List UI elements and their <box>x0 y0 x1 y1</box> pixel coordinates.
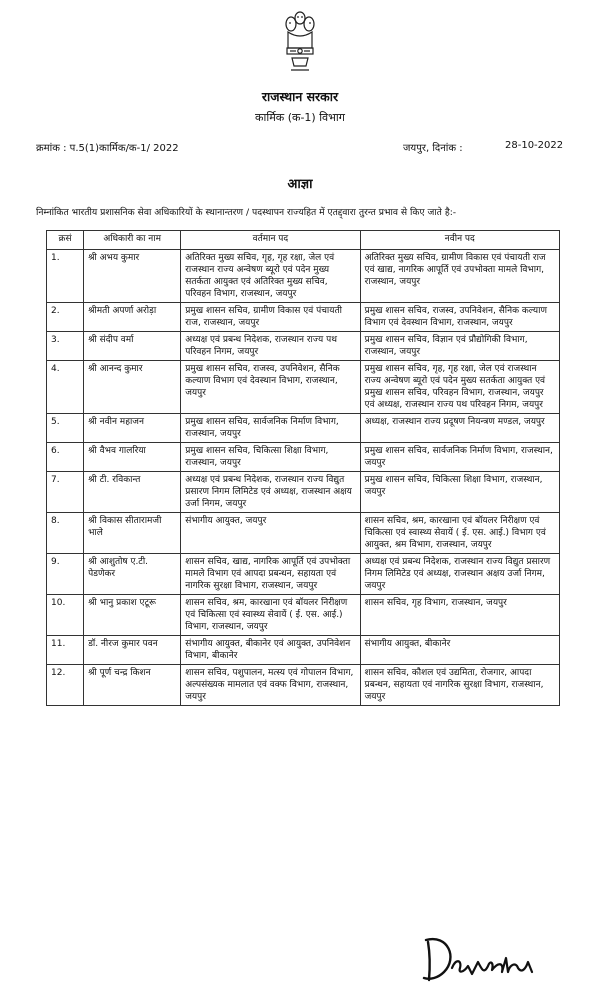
current-post-cell: अतिरिक्त मुख्य सचिव, गृह, गृह रक्षा, जेल एवं राजस्थान राज्य अन्वेषण ब्यूरो एवं पदेन मुख्य सतर्कता आयुक्त एवं अतिरिक्त मुख्य सचिव, परिवहन विभाग, राजस्थान, जयपुर <box>181 250 360 303</box>
order-heading: आज्ञा <box>287 177 313 192</box>
serial-number-cell: 11. <box>47 636 84 665</box>
officer-name-cell: श्री आशुतोष ए.टी. पेडणेकर <box>84 554 181 595</box>
serial-number-cell: 10. <box>47 595 84 636</box>
current-post-cell: अध्यक्ष एवं प्रबन्ध निदेशक, राजस्थान राज्य पथ परिवहन निगम, जयपुर <box>181 332 360 361</box>
officer-name-cell: श्री नवीन महाजन <box>84 414 181 443</box>
current-post-cell: संभागीय आयुक्त, जयपुर <box>181 513 360 554</box>
serial-number-cell: 12. <box>47 665 84 706</box>
new-post-cell: अतिरिक्त मुख्य सचिव, ग्रामीण विकास एवं पंचायती राज एवं खाद्य, नागरिक आपूर्ति एवं उपभोक्ता मामले विभाग, राजस्थान, जयपुर <box>360 250 559 303</box>
table-row <box>47 414 560 443</box>
table-row <box>47 443 560 472</box>
serial-number-cell: 2. <box>47 303 84 332</box>
serial-number-cell: 6. <box>47 443 84 472</box>
new-post-cell: प्रमुख शासन सचिव, गृह, गृह रक्षा, जेल एवं राजस्थान राज्य अन्वेषण ब्यूरो एवं पदेन मुख्य सतर्कता आयुक्त एवं प्रमुख शासन सचिव, परिवहन विभाग, राजस्थान, जयपुर एवं अध्यक्ष, राजस्थान राज्य पथ परिवहन निगम, जयपुर <box>360 361 559 414</box>
serial-number-cell: 5. <box>47 414 84 443</box>
officer-name-cell: श्री पूर्ण चन्द्र किशन <box>84 665 181 706</box>
new-post-cell: प्रमुख शासन सचिव, राजस्व, उपनिवेशन, सैनिक कल्याण विभाग एवं देवस्थान विभाग, राजस्थान, जयपुर <box>360 303 559 332</box>
current-post-cell: प्रमुख शासन सचिव, चिकित्सा शिक्षा विभाग, राजस्थान, जयपुर <box>181 443 360 472</box>
order-intro: निम्नांकित भारतीय प्रशासनिक सेवा अधिकारियों के स्थानान्तरण / पदस्थापन राज्यहित में एतद्द्वारा तुरन्त प्रभाव से किए जाते है:- <box>36 207 457 218</box>
header-officer-name: अधिकारी का नाम <box>84 231 181 250</box>
officer-name-cell: डॉ. नीरज कुमार पवन <box>84 636 181 665</box>
new-post-cell: अध्यक्ष एवं प्रबन्ध निदेशक, राजस्थान राज्य विद्युत प्रसारण निगम लिमिटेड एवं अध्यक्ष, राजस्थान अक्षय उर्जा निगम, जयपुर <box>360 554 559 595</box>
table-header-row <box>47 231 560 250</box>
table-row <box>47 250 560 303</box>
current-post-cell: संभागीय आयुक्त, बीकानेर एवं आयुक्त, उपनिवेशन विभाग, बीकानेर <box>181 636 360 665</box>
officer-name-cell: श्री आनन्द कुमार <box>84 361 181 414</box>
current-post-cell: प्रमुख शासन सचिव, राजस्व, उपनिवेशन, सैनिक कल्याण विभाग एवं देवस्थान विभाग, राजस्थान, जयपुर <box>181 361 360 414</box>
new-post-cell: प्रमुख शासन सचिव, चिकित्सा शिक्षा विभाग, राजस्थान, जयपुर <box>360 472 559 513</box>
current-post-cell: शासन सचिव, श्रम, कारखाना एवं बॉयलर निरीक्षण एवं चिकित्सा एवं स्वास्थ्य सेवायें ( ई. एस. आई.) विभाग, राजस्थान, जयपुर <box>181 595 360 636</box>
new-post-cell: प्रमुख शासन सचिव, सार्वजनिक निर्माण विभाग, राजस्थान, जयपुर <box>360 443 559 472</box>
order-date: 28-10-2022 <box>505 140 564 151</box>
serial-number-cell: 7. <box>47 472 84 513</box>
transfer-table <box>46 230 560 706</box>
current-post-cell: शासन सचिव, पशुपालन, मत्स्य एवं गोपालन विभाग, अल्पसंख्यक मामलात एवं वक्फ विभाग, राजस्थान, जयपुर <box>181 665 360 706</box>
place-date <box>403 140 564 154</box>
header-new-post: नवीन पद <box>360 231 559 250</box>
current-post-cell: अध्यक्ष एवं प्रबन्ध निदेशक, राजस्थान राज्य विद्युत प्रसारण निगम लिमिटेड एवं अध्यक्ष, राजस्थान अक्षय उर्जा निगम, जयपुर <box>181 472 360 513</box>
new-post-cell: संभागीय आयुक्त, बीकानेर <box>360 636 559 665</box>
header-current-post: वर्तमान पद <box>181 231 360 250</box>
officer-name-cell: श्री विकास सीतारामजी भाले <box>84 513 181 554</box>
government-name: राजस्थान सरकार <box>261 89 339 104</box>
order-number: क्रमांक : प.5(1)कार्मिक/क-1/ 2022 <box>36 143 179 154</box>
signature-image <box>418 928 558 986</box>
new-post-cell: शासन सचिव, कौशल एवं उद्यमिता, रोजगार, आपदा प्रबन्धन, सहायता एवं नागरिक सुरक्षा विभाग, राजस्थान, जयपुर <box>360 665 559 706</box>
current-post-cell: शासन सचिव, खाद्य, नागरिक आपूर्ति एवं उपभोक्ता मामले विभाग एवं आपदा प्रबन्धन, सहायता एवं नागरिक सुरक्षा विभाग, राजस्थान, जयपुर <box>181 554 360 595</box>
serial-number-cell: 3. <box>47 332 84 361</box>
officer-name-cell: श्रीमती अपर्णा अरोड़ा <box>84 303 181 332</box>
current-post-cell: प्रमुख शासन सचिव, ग्रामीण विकास एवं पंचायती राज, राजस्थान, जयपुर <box>181 303 360 332</box>
department-name: कार्मिक (क-1) विभाग <box>255 111 345 124</box>
state-emblem-icon <box>282 10 318 74</box>
table-row <box>47 636 560 665</box>
table-row <box>47 665 560 706</box>
table-body <box>47 250 560 706</box>
table-row <box>47 332 560 361</box>
table-row <box>47 361 560 414</box>
table-row <box>47 595 560 636</box>
serial-number-cell: 9. <box>47 554 84 595</box>
officer-name-cell: श्री वैभव गालरिया <box>84 443 181 472</box>
new-post-cell: शासन सचिव, श्रम, कारखाना एवं बॉयलर निरीक्षण एवं चिकित्सा एवं स्वास्थ्य सेवायें ( ई. एस. आई.) विभाग एवं आयुक्त, श्रम विभाग, राजस्थान, जयपुर <box>360 513 559 554</box>
officer-name-cell: श्री भानु प्रकाश एटूरू <box>84 595 181 636</box>
officer-name-cell: श्री अभय कुमार <box>84 250 181 303</box>
officer-name-cell: श्री संदीप वर्मा <box>84 332 181 361</box>
place-label: जयपुर, दिनांक : <box>403 143 463 154</box>
serial-number-cell: 4. <box>47 361 84 414</box>
serial-number-cell: 8. <box>47 513 84 554</box>
header-serial: क्रसं <box>47 231 84 250</box>
new-post-cell: शासन सचिव, गृह विभाग, राजस्थान, जयपुर <box>360 595 559 636</box>
new-post-cell: प्रमुख शासन सचिव, विज्ञान एवं प्रौद्योगिकी विभाग, राजस्थान, जयपुर <box>360 332 559 361</box>
serial-number-cell: 1. <box>47 250 84 303</box>
table-row <box>47 554 560 595</box>
table-row <box>47 513 560 554</box>
table-row <box>47 472 560 513</box>
current-post-cell: प्रमुख शासन सचिव, सार्वजनिक निर्माण विभाग, राजस्थान, जयपुर <box>181 414 360 443</box>
new-post-cell: अध्यक्ष, राजस्थान राज्य प्रदूषण नियन्त्रण मण्डल, जयपुर <box>360 414 559 443</box>
officer-name-cell: श्री टी. रविकान्त <box>84 472 181 513</box>
table-row <box>47 303 560 332</box>
